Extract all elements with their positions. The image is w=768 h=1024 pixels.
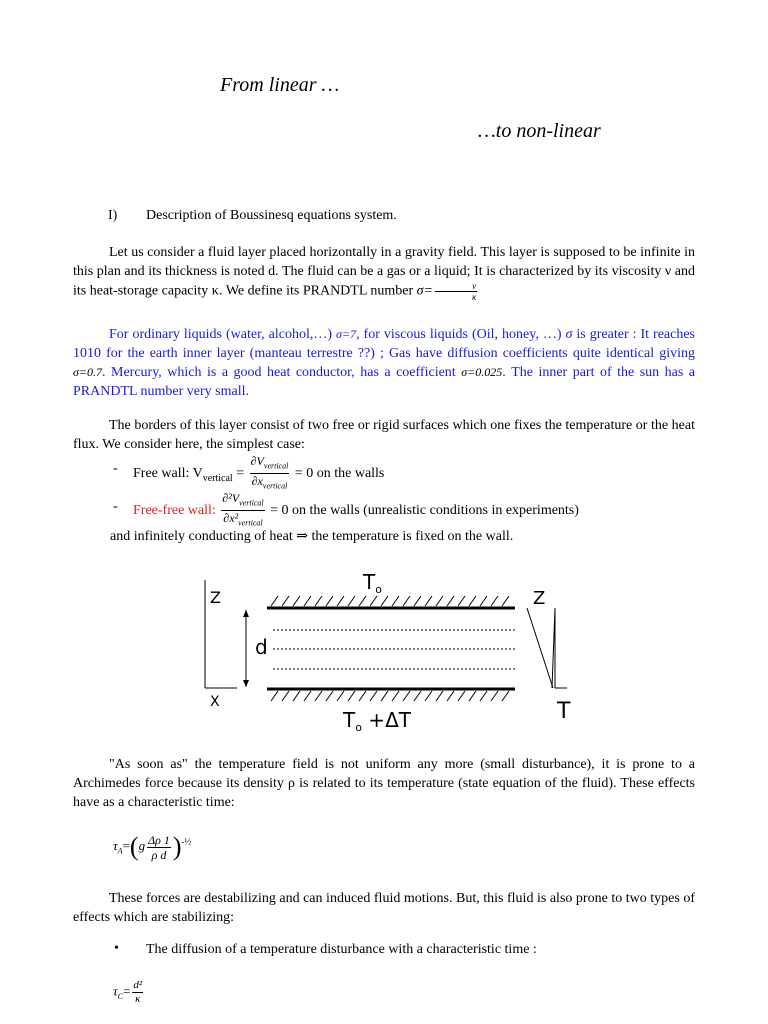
prandtl-kappa: κ: [472, 292, 477, 302]
tau-c-fraction: [132, 979, 143, 1006]
free-den-sub: vertical: [262, 481, 288, 491]
tau-c-eq: =: [123, 983, 131, 999]
free-free-label: Free-free wall:: [133, 503, 216, 519]
prandtl-fraction: [435, 281, 477, 302]
tau-c-symbol: τ: [113, 983, 118, 999]
section-title: Description of Boussinesq equations system.: [146, 208, 397, 223]
p2-a: For ordinary liquids (water, alcohol,…): [109, 327, 333, 342]
free-num-text: ∂V: [250, 454, 264, 468]
bullet-diffusion-text: The diffusion of a temperature disturbance with a characteristic time :: [146, 942, 537, 957]
fluid-layer-figure: [175, 560, 595, 738]
free-wall-sub: vertical: [202, 472, 233, 484]
p2-c: is greater : It reaches 1010 for the earth inner layer (manteau terrestre ??) ; Gas have diffusion coefficients quite identical giving: [73, 327, 696, 361]
free-free-line: [133, 491, 579, 531]
ff-num: [221, 491, 264, 511]
ff-num-text: ∂²V: [222, 491, 240, 505]
p2-d: . Mercury, which is a good heat conductor, has a coefficient: [102, 365, 456, 380]
free-free-tail: = 0 on the walls (unrealistic conditions in experiments): [270, 503, 579, 519]
paragraph-prandtl-values: [73, 325, 695, 401]
tau-a-num: Δρ 1: [148, 832, 170, 847]
p2-e: . The inner part of the sun has a PRANDTL number very small.: [73, 365, 696, 399]
paragraph-intro-text: Let us consider a fluid layer placed horizontally in a gravity field. This layer is supposed to be infinite in this plan and its thickness is noted d. The fluid can be a gas or a liquid; It is characterized by its viscosity ν and its heat-storage capacity κ. We define its PRANDTL number: [73, 245, 695, 299]
free-wall-eq: =: [236, 466, 245, 482]
ff-den-text: ∂x²: [223, 511, 239, 526]
equation-tau-a: [113, 832, 191, 862]
tau-a-eq: =: [122, 837, 130, 853]
paragraph-archimedes: "As soon as" the temperature field is not uniform any more (small disturbance), it is prone to a Archimedes force because its density ρ is related to its temperature (state equation of the fluid). These effects have as a characteristic time:: [73, 757, 695, 810]
tau-c-den: κ: [135, 993, 141, 1005]
label-x: X: [210, 694, 220, 710]
title-from-linear: From linear …: [220, 74, 340, 96]
label-t0-delta: $T_o +\Delta T$: [343, 708, 411, 734]
title-to-non-linear: …to non-linear: [478, 120, 601, 142]
label-t0: $T_o$: [363, 570, 382, 596]
tau-a-sub: A: [117, 846, 123, 856]
dash-1: -: [113, 461, 118, 476]
ff-den-sub: vertical: [238, 518, 263, 528]
free-wall-label: Free wall: V: [133, 466, 203, 482]
dash-2: -: [113, 499, 118, 514]
free-num-sub: vertical: [263, 461, 289, 471]
bullet-dot: •: [114, 941, 119, 956]
free-den-text: ∂x: [251, 474, 263, 489]
free-wall-tail: = 0 on the walls: [294, 466, 385, 482]
tau-a-exponent: -½: [181, 836, 192, 847]
paragraph-stabilizing: These forces are destabilizing and can induced fluid motions. But, this fluid is also prone to two types of effects which are stabilizing:: [73, 891, 695, 925]
tau-a-g: g: [138, 837, 146, 853]
paragraph-intro: [73, 243, 695, 302]
free-wall-num: [250, 454, 290, 474]
tau-a-open-paren: (: [129, 832, 139, 861]
prandtl-nu: ν: [435, 281, 477, 292]
paragraph-borders: The borders of this layer consist of two free or rigid surfaces which one fixes the temperature or the heat flux. We consider here, the simplest case:: [73, 418, 695, 452]
tau-c-sub: C: [117, 992, 123, 1002]
tau-c-num: d²: [133, 979, 143, 991]
prandtl-sigma: σ=: [416, 283, 434, 299]
label-z-left: Z: [210, 588, 221, 607]
p2-sigma07: σ=0.7: [73, 365, 103, 379]
conducting-line: and infinitely conducting of heat ⇒ the temperature is fixed on the wall.: [110, 529, 514, 544]
label-z-right: Z: [533, 588, 546, 609]
tau-a-symbol: τ: [113, 837, 118, 853]
p2-b: , for viscous liquids (Oil, honey, …): [356, 327, 562, 342]
free-wall-fraction: [250, 454, 290, 494]
p2-sigma0025: σ=0.025: [461, 365, 503, 379]
tau-a-den: ρ d: [151, 847, 167, 862]
free-wall-line: [133, 454, 384, 494]
free-free-fraction: [221, 491, 264, 531]
tau-a-fraction: [147, 833, 171, 862]
p2-sigma: σ: [565, 327, 573, 342]
label-d: d: [255, 635, 268, 659]
equation-tau-c: [113, 979, 145, 1006]
p2-sigma7: σ=7: [336, 327, 357, 341]
ff-num-sub: vertical: [239, 498, 264, 508]
label-t-right: T: [557, 699, 571, 724]
section-number: I): [108, 208, 118, 223]
tau-a-close-paren: ): [172, 832, 182, 861]
